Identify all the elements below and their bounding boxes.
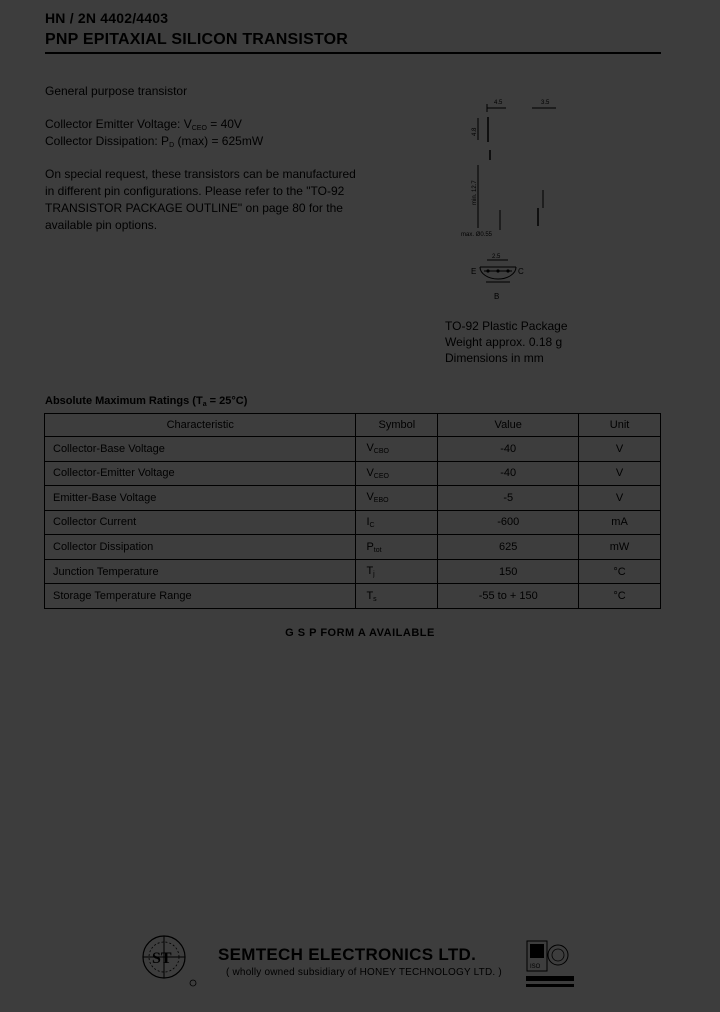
- part-numbers: HN / 2N 4402/4403: [45, 10, 169, 26]
- col-header-symbol: Symbol: [356, 414, 438, 437]
- pin-note-line: TRANSISTOR PACKAGE OUTLINE" on page 80 for the: [45, 201, 343, 215]
- unit-cell: mW: [579, 535, 661, 560]
- vceo-label: Collector Emitter Voltage: V: [45, 117, 192, 131]
- symbol-sub: tot: [373, 546, 382, 554]
- pin-note-line: available pin options.: [45, 218, 158, 232]
- col-header-unit: Unit: [579, 414, 661, 437]
- symbol-sub: EBO: [373, 497, 389, 505]
- characteristic-cell: Emitter-Base Voltage: [45, 486, 356, 511]
- unit-cell: V: [579, 437, 661, 462]
- ratings-title-end: = 25°C): [206, 395, 248, 407]
- symbol-main: T: [366, 589, 374, 602]
- value-cell: 625: [438, 535, 579, 560]
- unit-cell: mA: [579, 510, 661, 535]
- characteristic-cell: Collector Current: [45, 510, 356, 535]
- logo-text: ST: [152, 950, 172, 967]
- vceo-sub: CEO: [191, 125, 207, 132]
- unit-cell: °C: [579, 584, 661, 609]
- symbol-sub: CBO: [373, 448, 389, 456]
- pd-value: (max) = 625mW: [174, 134, 264, 148]
- symbol-main: I: [366, 515, 370, 528]
- characteristic-cell: Junction Temperature: [45, 559, 356, 584]
- pd-label: Collector Dissipation: P: [45, 134, 170, 148]
- symbol-main: P: [366, 540, 374, 553]
- pin-label-b: B: [494, 292, 500, 301]
- value-cell: -600: [438, 510, 579, 535]
- pin-label-c: C: [518, 267, 524, 276]
- dim-label: min. 12.7: [472, 180, 478, 205]
- dim-label: max. Ø0.55: [461, 232, 493, 238]
- subsidiary-note: ( wholly owned subsidiary of HONEY TECHNOLOGY LTD. ): [226, 967, 502, 978]
- col-header-characteristic: Characteristic: [45, 414, 356, 437]
- characteristic-cell: Collector-Base Voltage: [45, 437, 356, 462]
- characteristic-cell: Storage Temperature Range: [45, 584, 356, 609]
- unit-cell: V: [579, 486, 661, 511]
- vceo-value: = 40V: [206, 117, 242, 131]
- company-name: SEMTECH ELECTRONICS LTD.: [218, 945, 477, 964]
- ratings-title-sub: a: [202, 401, 207, 408]
- value-cell: -55 to + 150: [438, 584, 579, 609]
- ratings-title-text: Absolute Maximum Ratings (T: [45, 395, 203, 407]
- symbol-sub: j: [373, 571, 375, 579]
- value-cell: 150: [438, 559, 579, 584]
- pin-note-line: On special request, these transistors can be manufactured: [45, 167, 356, 181]
- semtech-logo-icon: [143, 936, 196, 986]
- pd-sub: D: [169, 142, 175, 149]
- dim-label: 4.5: [494, 100, 503, 106]
- characteristic-cell: Collector-Emitter Voltage: [45, 461, 356, 486]
- pin-label-e: E: [471, 267, 477, 276]
- package-units: Dimensions in mm: [445, 351, 544, 365]
- symbol-main: V: [366, 491, 374, 504]
- symbol-sub: C: [369, 521, 375, 529]
- symbol-main: T: [366, 565, 374, 578]
- value-cell: -40: [438, 437, 579, 462]
- iso-certification-icon: [526, 941, 574, 987]
- unit-cell: V: [579, 461, 661, 486]
- cert-text: ISO: [530, 964, 541, 970]
- availability-note: G S P FORM A AVAILABLE: [285, 627, 435, 639]
- value-cell: -40: [438, 461, 579, 486]
- symbol-main: V: [366, 466, 374, 479]
- col-header-value: Value: [438, 414, 579, 437]
- value-cell: -5: [438, 486, 579, 511]
- symbol-sub: CEO: [373, 472, 389, 480]
- package-type: TO-92 Plastic Package: [445, 319, 568, 333]
- dim-label: 4.8: [472, 127, 478, 136]
- symbol-main: V: [366, 442, 374, 455]
- pin-note-line: in different pin configurations. Please refer to the "TO-92: [45, 184, 345, 198]
- purpose-text: General purpose transistor: [45, 84, 188, 98]
- page-title: PNP EPITAXIAL SILICON TRANSISTOR: [45, 31, 349, 48]
- dim-label: 2.5: [492, 254, 501, 260]
- package-weight: Weight approx. 0.18 g: [445, 335, 563, 349]
- characteristic-cell: Collector Dissipation: [45, 535, 356, 560]
- dim-label: 3.5: [541, 100, 550, 106]
- symbol-sub: s: [373, 595, 377, 603]
- unit-cell: °C: [579, 559, 661, 584]
